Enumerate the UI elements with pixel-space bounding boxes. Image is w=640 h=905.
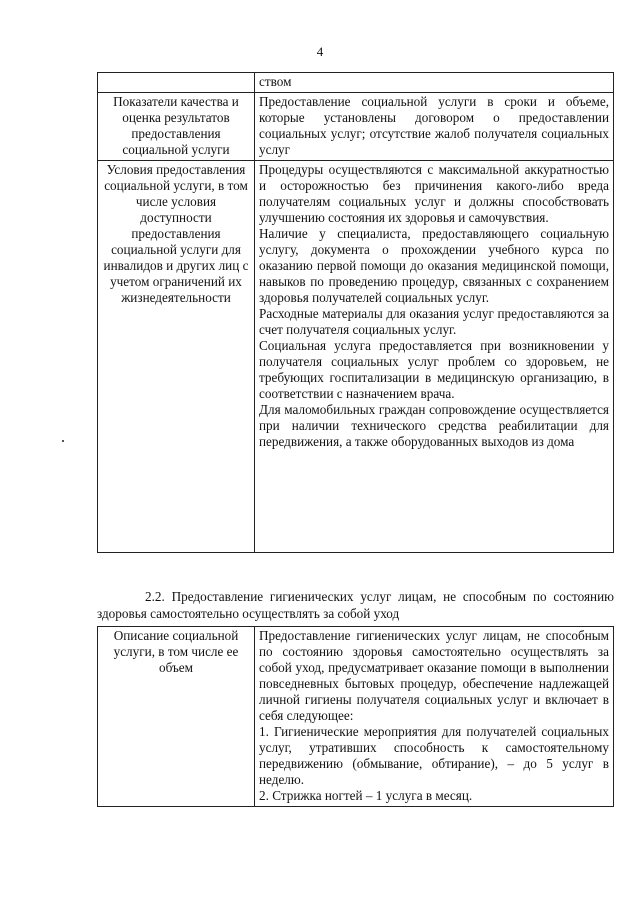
paragraph: Социальная услуга предоставляется при возникновении у получателя социальных услуг проблем со здоровьем, не требующих госпитализации в медицинскую организацию, в соответствии с назначением врача. bbox=[259, 338, 609, 401]
table-row bbox=[98, 93, 614, 161]
page-number: 4 bbox=[316, 44, 324, 59]
scan-dot bbox=[62, 440, 64, 442]
paragraph: ством bbox=[259, 74, 292, 89]
table-cell-label bbox=[98, 73, 255, 93]
service-table-2 bbox=[97, 626, 614, 807]
table-row bbox=[98, 627, 614, 807]
table-cell-content bbox=[255, 73, 614, 93]
table-cell-label: Условия предоставления социальной услуги, в том числе условия доступности предоставления социальной услуги для инвалидов и других лиц с учетом ограничений их жизнедеятельности bbox=[98, 161, 255, 553]
table-row bbox=[98, 73, 614, 93]
table-cell-content bbox=[255, 627, 614, 807]
paragraph: Предоставление социальной услуги в сроки и объеме, которые установлены договором о предоставлении социальных услуг; отсутствие жалоб получателя социальных услуг bbox=[259, 94, 609, 157]
table-cell-label: Показатели качества и оценка результатов предоставления социальной услуги bbox=[98, 93, 255, 161]
table-row bbox=[98, 161, 614, 553]
paragraph: Расходные материалы для оказания услуг предоставляются за счет получателя социальных услуг. bbox=[259, 306, 609, 337]
paragraph: Предоставление гигиенических услуг лицам, не способным по состоянию здоровья самостоятельно осуществлять за собой уход, предусматривает оказание помощи в выполнении повседневных бытовых процедур, обеспечение надлежащей личной гигиены получателя социальных услуг и включает в себя следующее: bbox=[259, 628, 609, 723]
table-cell-content bbox=[255, 161, 614, 553]
paragraph: 1. Гигиенические мероприятия для получателей социальных услуг, утративших способность к самостоятельному передвижению (обмывание, обтирание), – до 5 услуг в неделю. bbox=[259, 724, 609, 787]
paragraph: 2. Стрижка ногтей – 1 услуга в месяц. bbox=[259, 788, 473, 803]
section-heading: 2.2. Предоставление гигиенических услуг лицам, не способным по состоянию здоровья самостоятельно осуществлять за собой уход bbox=[97, 589, 614, 621]
service-table-1 bbox=[97, 72, 614, 553]
paragraph: Для маломобильных граждан сопровождение осуществляется при наличии технического средства реабилитации для передвижения, а также оборудованных выходов из дома bbox=[259, 402, 609, 449]
paragraph: Процедуры осуществляются с максимальной аккуратностью и осторожностью без причинения какого-либо вреда получателям социальных услуг и должны способствовать улучшению состояния их здоровья и самочувствия. bbox=[259, 162, 609, 225]
table-cell-content bbox=[255, 93, 614, 161]
paragraph: Наличие у специалиста, предоставляющего социальную услугу, документа о прохождении учебного курса по оказанию первой помощи до оказания медицинской помощи, навыков по проведению процедур, связанных с сохранением здоровья получателей социальных услуг. bbox=[259, 226, 609, 305]
table-cell-label: Описание социальной услуги, в том числе ее объем bbox=[98, 627, 255, 807]
